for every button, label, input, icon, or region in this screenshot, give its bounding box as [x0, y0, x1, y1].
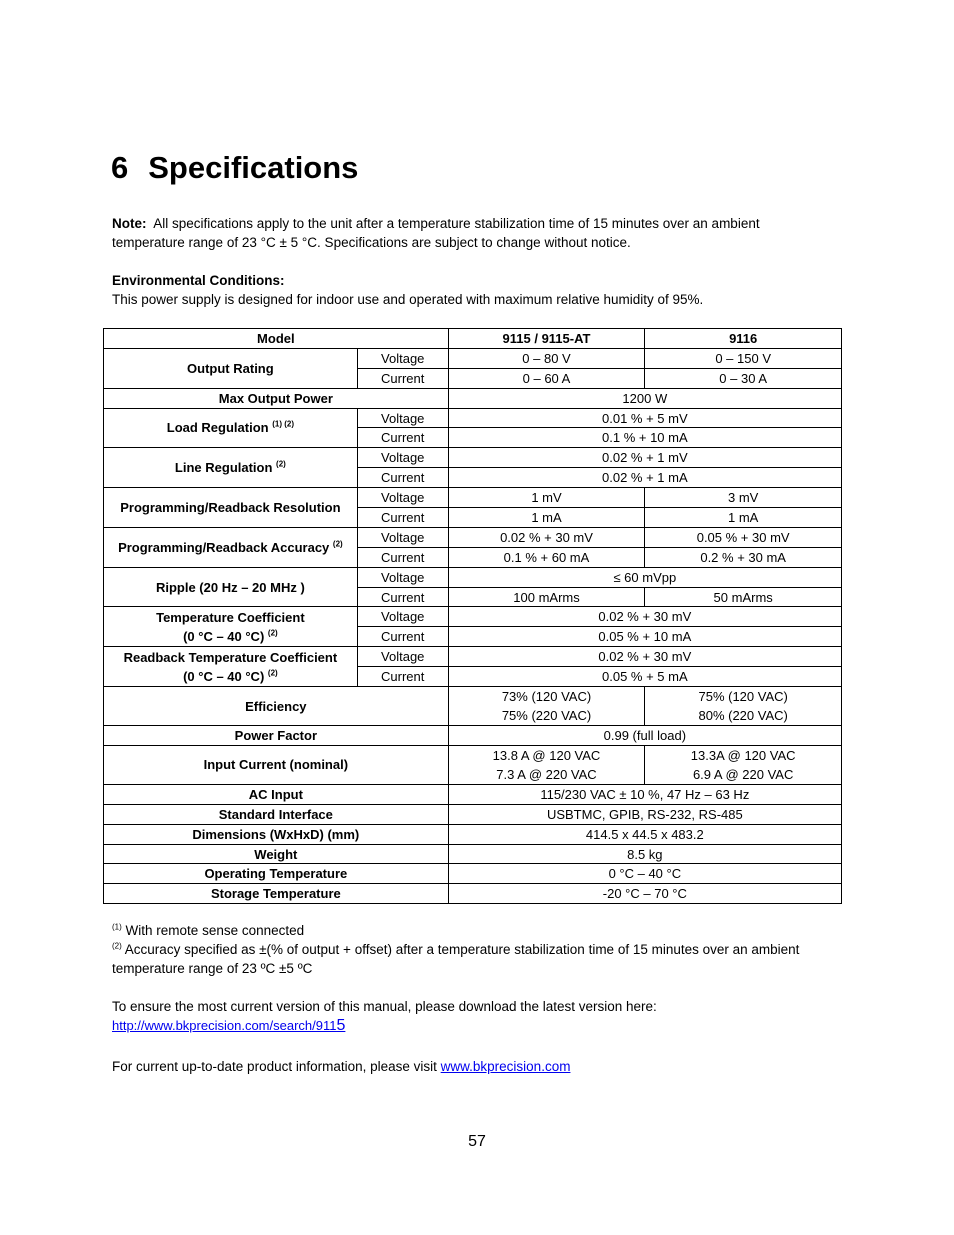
sub-current: Current	[357, 547, 448, 567]
ac-input-label: AC Input	[104, 784, 449, 804]
table-row	[104, 687, 842, 726]
efficiency-label: Efficiency	[104, 687, 449, 726]
sub-voltage: Voltage	[357, 527, 448, 547]
sub-voltage: Voltage	[357, 607, 448, 627]
temp-coef-label: Temperature Coefficient (0 °C – 40 °C) $^{(2)}$	[104, 607, 358, 647]
rb-temp-coef-label: Readback Temperature Coefficient (0 °C – 40 °C) $^{(2)}$	[104, 647, 358, 687]
cell: 0.02 % + 30 mV	[448, 527, 645, 547]
header-col1: 9115 / 9115-AT	[448, 329, 645, 349]
cell: 50 mArms	[645, 587, 842, 607]
table-row	[104, 784, 842, 804]
power-factor-label: Power Factor	[104, 726, 449, 746]
footnotes	[112, 921, 832, 978]
cell: ≤ 60 mVpp	[448, 567, 841, 587]
environment-heading: Environmental Conditions:	[112, 273, 285, 288]
cell: 0.02 % + 30 mV	[448, 607, 841, 627]
table-row	[104, 408, 842, 428]
manual-download-link[interactable]: http://www.bkprecision.com/search/9115	[112, 1017, 346, 1034]
cell: 0.01 % + 5 mV	[448, 408, 841, 428]
table-row	[104, 864, 842, 884]
cell: 0 – 30 A	[645, 368, 842, 388]
cell: 414.5 x 44.5 x 483.2	[448, 824, 841, 844]
dimensions-label: Dimensions (WxHxD) (mm)	[104, 824, 449, 844]
environment-paragraph	[112, 271, 832, 309]
sub-current: Current	[357, 667, 448, 687]
output-rating-label: Output Rating	[104, 348, 358, 388]
note-paragraph	[112, 214, 832, 252]
header-col2: 9116	[645, 329, 842, 349]
st-temp-label: Storage Temperature	[104, 884, 449, 904]
sub-current: Current	[357, 508, 448, 528]
table-row	[104, 527, 842, 547]
sub-current: Current	[357, 468, 448, 488]
table-row	[104, 844, 842, 864]
cell: 0.05 % + 30 mV	[645, 527, 842, 547]
cell: 0.05 % + 5 mA	[448, 667, 841, 687]
table-row	[104, 726, 842, 746]
prog-res-label: Programming/Readback Resolution	[104, 488, 358, 528]
environment-text: This power supply is designed for indoor use and operated with maximum relative humidity of 95%.	[112, 292, 704, 307]
sub-voltage: Voltage	[357, 348, 448, 368]
cell: 1200 W	[448, 388, 841, 408]
note-text: All specifications apply to the unit after a temperature stabilization time of 15 minutes over an ambient temperature range of 23 °C ± 5 °C. Specifications are subject to change without notice.	[112, 216, 760, 250]
download-text: To ensure the most current version of this manual, please download the latest version here:	[112, 999, 657, 1014]
cell: 0.1 % + 10 mA	[448, 428, 841, 448]
cell: 100 mArms	[448, 587, 645, 607]
table-row	[104, 448, 842, 468]
table-row	[104, 567, 842, 587]
op-temp-label: Operating Temperature	[104, 864, 449, 884]
cell: 1 mV	[448, 488, 645, 508]
prog-acc-label: Programming/Readback Accuracy $^{(2)}$	[104, 527, 358, 567]
load-reg-label: Load Regulation $^{(1) (2)}$	[104, 408, 358, 448]
table-row	[104, 824, 842, 844]
ripple-label: Ripple (20 Hz – 20 MHz )	[104, 567, 358, 607]
cell: 0.02 % + 30 mV	[448, 647, 841, 667]
cell: 13.3A @ 120 VAC 6.9 A @ 220 VAC	[645, 745, 842, 784]
page-number: 57	[468, 1133, 486, 1150]
page-title	[111, 150, 358, 186]
cell: 1 mA	[645, 508, 842, 528]
spec-table	[103, 328, 842, 904]
table-row	[104, 388, 842, 408]
cell: 1 mA	[448, 508, 645, 528]
footnote-2-mark: (2)	[112, 941, 122, 951]
cell: -20 °C – 70 °C	[448, 884, 841, 904]
cell: 0.02 % + 1 mV	[448, 448, 841, 468]
sub-current: Current	[357, 587, 448, 607]
table-row	[104, 607, 842, 627]
cell: 0 – 60 A	[448, 368, 645, 388]
table-row	[104, 745, 842, 784]
download-paragraph	[112, 997, 832, 1035]
cell: 0.99 (full load)	[448, 726, 841, 746]
website-link[interactable]: www.bkprecision.com	[440, 1059, 571, 1074]
line-reg-label: Line Regulation $^{(2)}$	[104, 448, 358, 488]
product-paragraph	[112, 1057, 832, 1076]
max-power-label: Max Output Power	[104, 388, 449, 408]
cell: 0.05 % + 10 mA	[448, 627, 841, 647]
cell: 0 °C – 40 °C	[448, 864, 841, 884]
sub-voltage: Voltage	[357, 488, 448, 508]
cell: 0 – 150 V	[645, 348, 842, 368]
cell: 0.2 % + 30 mA	[645, 547, 842, 567]
note-label: Note:	[112, 216, 147, 231]
product-text: For current up-to-date product information, please visit	[112, 1059, 441, 1074]
sub-current: Current	[357, 428, 448, 448]
weight-label: Weight	[104, 844, 449, 864]
cell: 3 mV	[645, 488, 842, 508]
cell: 13.8 A @ 120 VAC 7.3 A @ 220 VAC	[448, 745, 645, 784]
cell: 0.02 % + 1 mA	[448, 468, 841, 488]
sub-voltage: Voltage	[357, 408, 448, 428]
section-title: Specifications	[148, 150, 359, 185]
table-row	[104, 348, 842, 368]
cell: 115/230 VAC ± 10 %, 47 Hz – 63 Hz	[448, 784, 841, 804]
section-number: 6	[111, 150, 129, 185]
table-row	[104, 884, 842, 904]
input-current-label: Input Current (nominal)	[104, 745, 449, 784]
sub-current: Current	[357, 627, 448, 647]
sub-voltage: Voltage	[357, 448, 448, 468]
sub-voltage: Voltage	[357, 567, 448, 587]
footnote-1: With remote sense connected	[125, 923, 305, 938]
sub-current: Current	[357, 368, 448, 388]
cell: 0.1 % + 60 mA	[448, 547, 645, 567]
table-row	[104, 804, 842, 824]
cell: 73% (120 VAC) 75% (220 VAC)	[448, 687, 645, 726]
header-model: Model	[104, 329, 449, 349]
cell: USBTMC, GPIB, RS-232, RS-485	[448, 804, 841, 824]
footnote-1-mark: (1)	[112, 922, 122, 932]
cell: 0 – 80 V	[448, 348, 645, 368]
table-row	[104, 488, 842, 508]
sub-voltage: Voltage	[357, 647, 448, 667]
footnote-2: Accuracy specified as ±(% of output + offset) after a temperature stabilization time of 15 minutes over an ambient temperature range of 23 ºC ±5 ºC	[112, 942, 800, 976]
cell: 8.5 kg	[448, 844, 841, 864]
table-row	[104, 647, 842, 667]
cell: 75% (120 VAC) 80% (220 VAC)	[645, 687, 842, 726]
interface-label: Standard Interface	[104, 804, 449, 824]
table-row	[104, 329, 842, 349]
